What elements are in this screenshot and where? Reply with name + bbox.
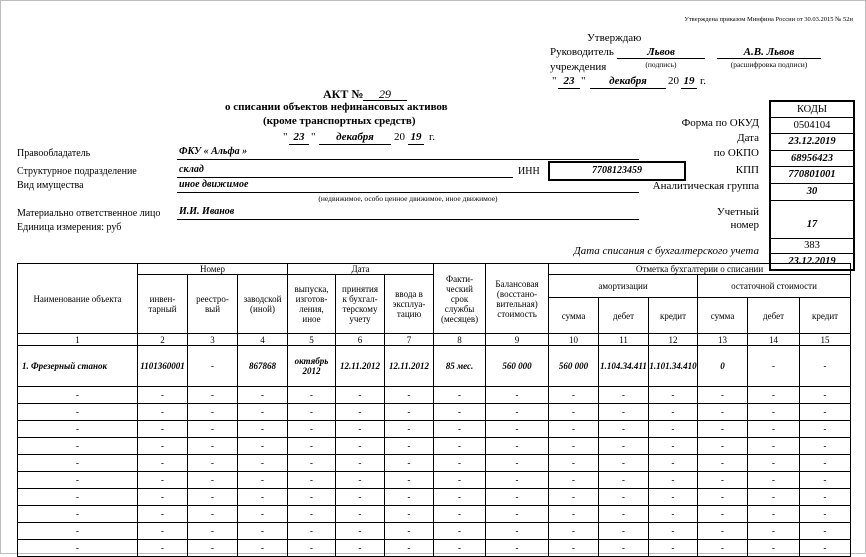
table-row [18,421,851,438]
h-am-credit: кредит [649,298,698,334]
cell-dash: - [599,438,649,455]
cell-dash: - [800,438,851,455]
inn-label: ИНН [518,166,540,177]
cell-dash: - [698,387,748,404]
cell-dash: - [649,438,698,455]
group-code: 30 [771,184,853,201]
okpo-code: 68956423 [771,151,853,167]
cell-dash: - [434,540,486,557]
cell-dash: - [18,421,138,438]
codes-box [769,100,855,271]
cell-dash: - [599,489,649,506]
cell-am-debit: 1.104.34.411 [599,346,649,387]
cell-name: 1. Фрезерный станок [18,346,138,387]
cell-dash: - [138,540,188,557]
col-num: 13 [698,334,748,346]
cell-dash: - [800,523,851,540]
cell-dash: - [599,421,649,438]
cell-dash: - [434,421,486,438]
cell-dash: - [549,421,599,438]
cell-dash: - [336,438,385,455]
cell-dash: - [698,472,748,489]
cell-dash: - [336,489,385,506]
h-res-debit: дебет [748,298,800,334]
cell-dash: - [188,523,238,540]
cell-dash: - [549,472,599,489]
cell-dash: - [486,472,549,489]
act-subtitle1: о списании объектов нефинансовых активов [225,101,448,113]
cell-dash: - [698,489,748,506]
cell-dash: - [288,438,336,455]
cell-dash: - [138,506,188,523]
cell-dash: - [138,404,188,421]
cell-dash: - [138,455,188,472]
cell-dash: - [800,387,851,404]
col-num: 8 [434,334,486,346]
approval-note: Утверждена приказом Минфина России от 30.03.2015 № 52н [684,16,853,23]
cell-dash: - [385,455,434,472]
h-name: Наименование объекта [18,264,138,334]
cell-dash: - [18,506,138,523]
col-num: 14 [748,334,800,346]
table-row [18,523,851,540]
cell-dash: - [748,387,800,404]
cell-dash: - [18,438,138,455]
cell-dash: - [748,421,800,438]
col-num: 4 [238,334,288,346]
cell-am-credit: 1.101.34.410 [649,346,698,387]
cell-dash: - [549,404,599,421]
cell-dash: - [748,540,800,557]
h-release: выпуска, изготов- ления, иное [288,275,336,334]
act-title: АКТ № [323,87,364,101]
cell-dash: - [800,540,851,557]
cell-dash: - [18,472,138,489]
cell-dash: - [336,404,385,421]
cell-dash: - [434,438,486,455]
assets-table [17,263,851,557]
date-code: 23.12.2019 [771,134,853,150]
cell-dash: - [385,540,434,557]
cell-dash: - [486,540,549,557]
cell-dash: - [434,489,486,506]
h-date: Дата [288,264,434,275]
kpp-label: КПП [735,164,759,176]
h-res-sum: сумма [698,298,748,334]
cell-dash: - [336,523,385,540]
cell-dash: - [385,489,434,506]
act-date-month: декабря [336,131,374,143]
account-label1: Учетный [716,206,759,218]
cell-dash: - [18,404,138,421]
cell-dash: - [288,540,336,557]
cell-dash: - [288,489,336,506]
cell-dash: - [748,404,800,421]
cell-dash: - [698,421,748,438]
responsible-label: Материально ответственное лицо [17,208,161,219]
owner-value: ФКУ « Альфа » [179,146,248,157]
cell-dash: - [18,523,138,540]
extra-code: 383 [771,239,853,254]
cell-dash: - [698,455,748,472]
cell-dash: - [649,489,698,506]
cell-dash: - [18,387,138,404]
col-num: 2 [138,334,188,346]
unit-value: склад [179,164,204,175]
cell-dash: - [599,540,649,557]
cell-dash: - [188,455,238,472]
cell-dash: - [748,506,800,523]
h-inv: инвен- тарный [138,275,188,334]
cell-dash: - [188,438,238,455]
cell-dash: - [649,472,698,489]
cell-dash: - [800,472,851,489]
cell-balance: 560 000 [486,346,549,387]
cell-dash: - [288,455,336,472]
cell-res-sum: 0 [698,346,748,387]
cell-dash: - [188,506,238,523]
cell-dash: - [238,387,288,404]
h-number: Номер [138,264,288,275]
approve-date-year-prefix: 20 [668,75,679,87]
okpo-label: по ОКПО [713,147,759,159]
property-value: иное движимое [179,179,249,190]
account-label2: номер [730,219,759,231]
approve-decoding-value: А.В. Львов [743,46,795,58]
cell-dash: - [336,455,385,472]
cell-dash: - [486,455,549,472]
col-num: 9 [486,334,549,346]
writeoff-label: Дата списания с бухгалтерского учета [573,245,759,257]
cell-dash: - [599,387,649,404]
col-num: 6 [336,334,385,346]
cell-dash: - [138,523,188,540]
cell-dash: - [698,404,748,421]
cell-dash: - [486,523,549,540]
table-row [18,455,851,472]
col-num: 10 [549,334,599,346]
h-mark: Отметка бухгалтерии о списании [549,264,851,275]
cell-dash: - [385,523,434,540]
h-amort: амортизации [549,275,698,298]
property-label: Вид имущества [17,180,84,191]
cell-dash: - [18,455,138,472]
cell-dash: - [18,540,138,557]
approve-date-year: 19 [683,75,695,87]
cell-dash: - [800,421,851,438]
cell-dash: - [288,387,336,404]
approve-institution-label: учреждения [550,61,607,73]
act-date-year-prefix: 20 [394,131,405,143]
cell-dash: - [336,472,385,489]
responsible-value: И.И. Иванов [179,206,235,217]
measure-label: Единица измерения: руб [17,222,122,233]
approve-signature-caption: (подпись) [645,60,677,69]
cell-dash: - [385,438,434,455]
act-date-year: 19 [410,131,422,143]
cell-dash: - [288,421,336,438]
cell-service: 85 мес. [434,346,486,387]
cell-dash: - [336,387,385,404]
cell-dash: - [238,404,288,421]
h-resid: остаточной стоимости [698,275,851,298]
h-factory: заводской (иной) [238,275,288,334]
cell-enter: 12.11.2012 [385,346,434,387]
approve-signature-value: Львов [647,46,675,58]
cell-res-debit: - [748,346,800,387]
col-num: 12 [649,334,698,346]
cell-dash: - [549,523,599,540]
cell-dash: - [549,506,599,523]
account-number-code: 17 [771,201,853,239]
cell-release: октябрь 2012 [288,346,336,387]
cell-dash: - [138,421,188,438]
kpp-code: 770801001 [771,167,853,184]
h-am-debit: дебет [599,298,649,334]
cell-dash: - [599,506,649,523]
table-row [18,346,851,387]
cell-dash: - [800,489,851,506]
table-row [18,404,851,421]
okud-code: 0504104 [771,118,853,134]
col-num: 7 [385,334,434,346]
cell-dash: - [288,404,336,421]
cell-dash: - [238,472,288,489]
h-reg: реестро- вый [188,275,238,334]
cell-dash: - [18,489,138,506]
cell-dash: - [434,387,486,404]
cell-dash: - [649,540,698,557]
table-row [18,506,851,523]
cell-dash: - [336,421,385,438]
approve-decoding-caption: (расшифровка подписи) [730,60,808,69]
cell-am-sum: 560 000 [549,346,599,387]
cell-dash: - [238,489,288,506]
cell-dash: - [336,506,385,523]
cell-dash: - [649,421,698,438]
cell-dash: - [434,506,486,523]
cell-dash: - [188,387,238,404]
cell-dash: - [238,455,288,472]
approve-head-label: Руководитель [550,46,614,58]
owner-label: Правообладатель [17,148,91,159]
cell-dash: - [549,455,599,472]
cell-dash: - [748,472,800,489]
cell-dash: - [748,489,800,506]
cell-dash: - [486,404,549,421]
cell-dash: - [486,421,549,438]
cell-dash: - [748,438,800,455]
empty-rows [18,387,851,557]
act-document: Утверждена приказом Минфина России от 30.03.2015 № 52н Утверждаю Руководитель учреждения Львов (подпись) А.В. Львов (расшифровка подписи) " 23 " декабря 20 19 г. АКТ № 29 о списании объектов нефинансовых активов (кроме транспортных средств) " 23 " декабря 20 19 г. Форма по ОКУД Дата по ОКПО КПП Аналитическая группа Учетный номер Дата списания с бухгалтерского учета КОДЫ 0504104 23.12.2019 68956423 770801001 30 17 383 23.12.2019 Правообладатель ФКУ « Альфа » Структурное подразделение склад ИНН 7708123459 Вид имущества иное движимое (недвижимое, особо ценное движимое, иное движимое) Материально ответственное лицо И.И. Иванов Единица измерения: руб Наименование объекта Номер Дата Факти- ческий срок службы (месяцев) Балансовая (восстано- вительная) стоимость Отметка бухгалтерии о списании инвен- тарный реестро- вый заводской (иной) выпуска, изготов- ления, иное принятия к бухгал- терскому учету ввода в эксплуа- тацию амортизации остаточной стоимости сумма дебет кредит сумма дебет кредит 1 2 3 4 5 6 7 8 9 10 11 12 13 14 15 1. Фрезерный станок 1101360001 - 867868 октябрь 2012 12.11.2012 12.11.2012 85 мес. 560 000 560 000 1.104.34.411 1.101.34.410 0 - - - - - - - - - - - - - - - - - - - - - - - - - - - - - - - - - - - - - - - - - - - - - - - - - - - - - - - - - - - - - - - - - - - - - - - - - - - - - - - - - - - - - - - - - - - - - - - - - - - - - - - - - - - - - - - - - - - - - - - - - - - - - - - - - - - - - - - - - - - - - - - - - - - - - - - - [0,0,866,554]
table-row [18,489,851,506]
cell-dash: - [188,472,238,489]
cell-dash: - [486,506,549,523]
approve-date-day: 23 [563,75,575,87]
cell-dash: - [385,404,434,421]
cell-dash: - [138,472,188,489]
cell-dash: - [599,455,649,472]
col-num: 5 [288,334,336,346]
cell-res-credit: - [800,346,851,387]
col-num: 1 [18,334,138,346]
cell-accept: 12.11.2012 [336,346,385,387]
col-num: 11 [599,334,649,346]
cell-dash: - [188,540,238,557]
cell-dash: - [800,404,851,421]
okud-label: Форма по ОКУД [681,117,759,129]
h-accept: принятия к бухгал- терскому учету [336,275,385,334]
cell-dash: - [549,387,599,404]
cell-dash: - [649,387,698,404]
cell-dash: - [649,506,698,523]
cell-dash: - [288,523,336,540]
act-date-year-suffix: г. [429,131,436,143]
cell-dash: - [385,506,434,523]
property-caption: (недвижимое, особо ценное движимое, иное движимое) [318,194,498,203]
approve-date-year-suffix: г. [700,75,707,87]
cell-dash: - [385,421,434,438]
table-row [18,387,851,404]
cell-dash: - [486,387,549,404]
cell-dash: - [188,489,238,506]
cell-dash: - [238,438,288,455]
inn-box [548,161,686,181]
cell-dash: - [385,387,434,404]
cell-dash: - [698,438,748,455]
group-label: Аналитическая группа [652,180,759,192]
cell-dash: - [434,523,486,540]
cell-factory: 867868 [238,346,288,387]
cell-dash: - [288,506,336,523]
cell-dash: - [434,404,486,421]
cell-dash: - [336,540,385,557]
cell-dash: - [599,404,649,421]
cell-dash: - [698,523,748,540]
h-enter: ввода в эксплуа- тацию [385,275,434,334]
act-date-day: 23 [293,131,305,143]
cell-dash: - [649,523,698,540]
cell-dash: - [599,523,649,540]
cell-dash: - [434,455,486,472]
cell-dash: - [549,489,599,506]
cell-dash: - [698,540,748,557]
act-number: 29 [379,87,391,101]
inn-value: 7708123459 [592,165,642,176]
cell-dash: - [748,455,800,472]
h-res-credit: кредит [800,298,851,334]
cell-dash: - [238,523,288,540]
cell-dash: - [238,540,288,557]
h-am-sum: сумма [549,298,599,334]
cell-dash: - [138,489,188,506]
cell-dash: - [549,438,599,455]
cell-dash: - [549,540,599,557]
col-num: 3 [188,334,238,346]
cell-dash: - [800,455,851,472]
cell-dash: - [599,472,649,489]
cell-dash: - [238,421,288,438]
h-service: Факти- ческий срок службы (месяцев) [434,264,486,334]
cell-dash: - [385,472,434,489]
cell-inv: 1101360001 [138,346,188,387]
approve-date-month: декабря [609,75,647,87]
cell-dash: - [800,506,851,523]
cell-dash: - [649,404,698,421]
col-num: 15 [800,334,851,346]
cell-dash: - [188,404,238,421]
cell-dash: - [138,387,188,404]
act-subtitle2: (кроме транспортных средств) [263,115,416,127]
cell-dash: - [288,472,336,489]
cell-dash: - [138,438,188,455]
cell-reg: - [188,346,238,387]
table-row [18,472,851,489]
date-label: Дата [737,132,759,144]
cell-dash: - [698,506,748,523]
h-balance: Балансовая (восстано- вительная) стоимость [486,264,549,334]
cell-dash: - [748,523,800,540]
cell-dash: - [486,489,549,506]
cell-dash: - [188,421,238,438]
unit-label: Структурное подразделение [17,166,137,177]
approve-heading: Утверждаю [587,32,642,44]
table-row [18,438,851,455]
writeoff-date-code: 23.12.2019 [788,255,836,267]
cell-dash: - [649,455,698,472]
cell-dash: - [238,506,288,523]
cell-dash: - [434,472,486,489]
codes-header: КОДЫ [771,102,853,118]
cell-dash: - [486,438,549,455]
